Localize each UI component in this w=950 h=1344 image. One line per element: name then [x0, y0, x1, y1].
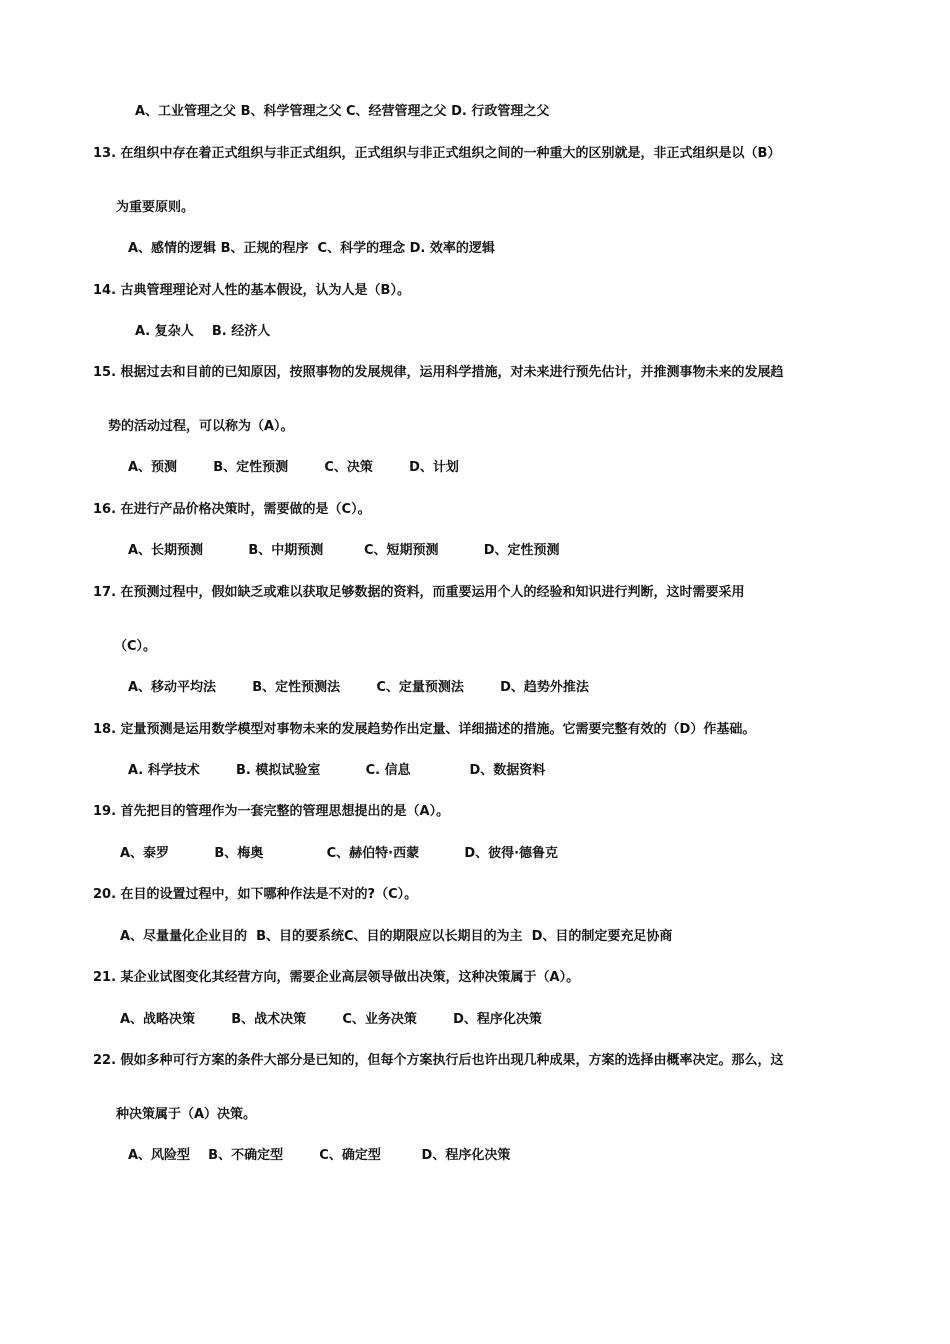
question-17: 17. 在预测过程中，假如缺乏或难以获取足够数据的资料，而重要运用个人的经验和知识进行判断，这时需要采用	[93, 585, 745, 600]
options-q14: A. 复杂人 B. 经济人	[135, 324, 271, 339]
question-14: 14. 古典管理理论对人性的基本假设，认为人是（B）。	[93, 283, 410, 298]
question-15-continued: 势的活动过程，可以称为（A）。	[108, 419, 294, 434]
options-q22: A、风险型 B、不确定型 C、确定型 D、程序化决策	[128, 1148, 511, 1163]
options-q17: A、移动平均法 B、定性预测法 C、定量预测法 D、趋势外推法	[128, 680, 589, 695]
question-17-continued: （C）。	[114, 639, 157, 654]
question-21: 21. 某企业试图变化其经营方向，需要企业高层领导做出决策，这种决策属于（A）。	[93, 970, 580, 985]
options-q18: A. 科学技术 B. 模拟试验室 C. 信息 D、数据资料	[128, 763, 546, 778]
question-19: 19. 首先把目的管理作为一套完整的管理思想提出的是（A）。	[93, 804, 450, 819]
question-22: 22. 假如多种可行方案的条件大部分是已知的，但每个方案执行后也许出现几种成果，方案的选择由概率决定。那么，这	[93, 1053, 784, 1068]
options-q16: A、长期预测 B、中期预测 C、短期预测 D、定性预测	[128, 543, 560, 558]
options-q12: A、工业管理之父 B、科学管理之父 C、经营管理之父 D. 行政管理之父	[135, 104, 550, 119]
options-q21: A、战略决策 B、战术决策 C、业务决策 D、程序化决策	[120, 1012, 542, 1027]
options-q13: A、感情的逻辑 B、正规的程序 C、科学的理念 D. 效率的逻辑	[128, 241, 495, 256]
question-20: 20. 在目的设置过程中，如下哪种作法是不对的?（C）。	[93, 887, 418, 902]
options-q19: A、泰罗 B、梅奥 C、赫伯特·西蒙 D、彼得·德鲁克	[120, 846, 559, 861]
question-13-continued: 为重要原则。	[116, 200, 195, 215]
question-18: 18. 定量预测是运用数学模型对事物未来的发展趋势作出定量、详细描述的措施。它需要完整有效的（D）作基础。	[93, 722, 756, 737]
question-16: 16. 在进行产品价格决策时，需要做的是（C）。	[93, 502, 371, 517]
question-15: 15. 根据过去和目前的已知原因，按照事物的发展规律，运用科学措施，对未来进行预先估计，并推测事物未来的发展趋	[93, 365, 784, 380]
question-22-continued: 种决策属于（A）决策。	[116, 1107, 257, 1122]
question-13: 13. 在组织中存在着正式组织与非正式组织，正式组织与非正式组织之间的一种重大的区别就是，非正式组织是以（B）	[93, 146, 781, 161]
options-q15: A、预测 B、定性预测 C、决策 D、计划	[128, 460, 459, 475]
options-q20: A、尽量量化企业目的 B、目的要系统C、目的期限应以长期目的为主 D、目的制定要充足协商	[120, 929, 673, 944]
